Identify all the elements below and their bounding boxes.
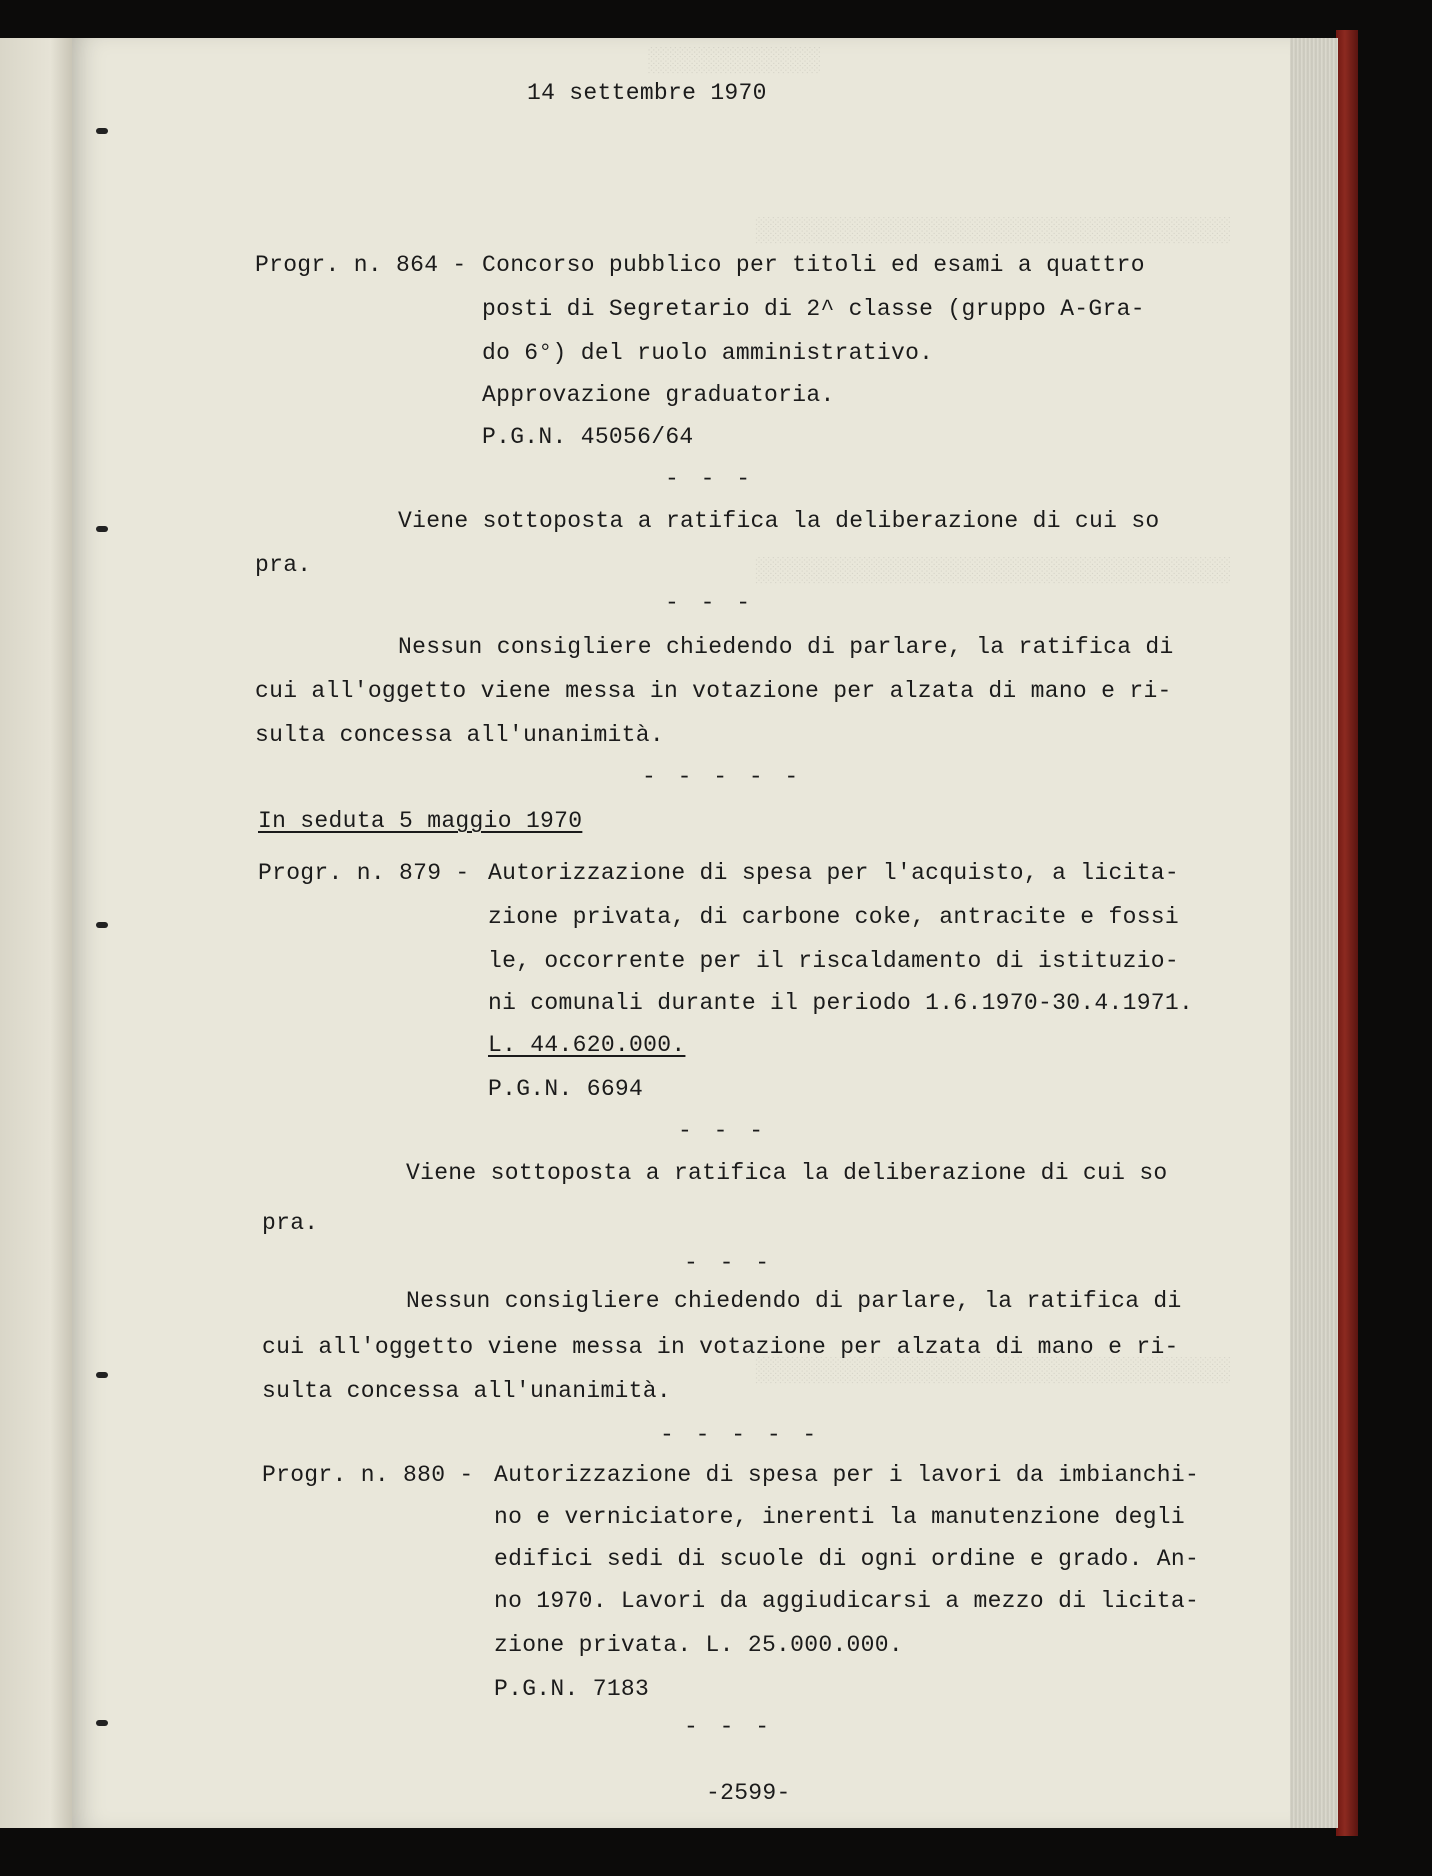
votazione-line: Nessun consigliere chiedendo di parlare, la ratifica di — [406, 1288, 1182, 1314]
item-text-line: P.G.N. 7183 — [494, 1676, 650, 1702]
separator: - - - — [678, 1118, 768, 1144]
book-cover-edge — [1336, 30, 1358, 1836]
seduta-heading: In seduta 5 maggio 1970 — [258, 808, 583, 834]
ratifica-line: pra. — [255, 552, 312, 578]
page-number: -2599- — [706, 1780, 791, 1806]
item-text-line: posti di Segretario di 2^ classe (gruppo A-Gra- — [482, 296, 1145, 322]
item-text-line: Autorizzazione di spesa per i lavori da imbianchi- — [494, 1462, 1200, 1488]
document-page — [72, 38, 1290, 1828]
binding-hole — [96, 1372, 108, 1378]
item-text-line: Autorizzazione di spesa per l'acquisto, a licita- — [488, 860, 1180, 886]
progr-label: Progr. n. 879 - — [258, 860, 470, 886]
item-text-line: zione privata, di carbone coke, antracite e fossi — [488, 904, 1180, 930]
item-text-line: Concorso pubblico per titoli ed esami a quattro — [482, 252, 1145, 278]
amount: L. 44.620.000. — [488, 1032, 686, 1058]
separator: - - - — [665, 590, 755, 616]
item-text-line: P.G.N. 6694 — [488, 1076, 644, 1102]
separator: - - - - - — [642, 764, 803, 790]
item-text-line: Approvazione graduatoria. — [482, 382, 835, 408]
item-text-line: le, occorrente per il riscaldamento di istituzio- — [488, 948, 1180, 974]
binding-hole — [96, 128, 108, 134]
votazione-line: Nessun consigliere chiedendo di parlare, la ratifica di — [398, 634, 1174, 660]
item-text-line: ni comunali durante il periodo 1.6.1970-30.4.1971. — [488, 990, 1194, 1016]
binding-hole — [96, 1720, 108, 1726]
item-text-line: do 6°) del ruolo amministrativo. — [482, 340, 934, 366]
progr-label: Progr. n. 864 - — [255, 252, 467, 278]
ratifica-line: Viene sottoposta a ratifica la deliberazione di cui so — [406, 1160, 1168, 1186]
progr-label: Progr. n. 880 - — [262, 1462, 474, 1488]
page-stack-edges — [1290, 38, 1338, 1828]
votazione-line: cui all'oggetto viene messa in votazione per alzata di mano e ri- — [255, 678, 1172, 704]
votazione-line: sulta concessa all'unanimità. — [262, 1378, 671, 1404]
item-text-line: no e verniciatore, inerenti la manutenzione degli — [494, 1504, 1186, 1530]
votazione-line: sulta concessa all'unanimità. — [255, 722, 664, 748]
item-text-line: zione privata. L. 25.000.000. — [494, 1632, 903, 1658]
separator: - - - - - — [660, 1422, 821, 1448]
date-header: 14 settembre 1970 — [527, 80, 767, 106]
separator: - - - — [684, 1714, 774, 1740]
votazione-line: cui all'oggetto viene messa in votazione per alzata di mano e ri- — [262, 1334, 1179, 1360]
binding-hole — [96, 922, 108, 928]
ratifica-line: Viene sottoposta a ratifica la deliberazione di cui so — [398, 508, 1160, 534]
item-text-line: P.G.N. 45056/64 — [482, 424, 694, 450]
separator: - - - — [684, 1250, 774, 1276]
binding-hole — [96, 526, 108, 532]
ratifica-line: pra. — [262, 1210, 319, 1236]
separator: - - - — [665, 466, 755, 492]
left-page-edge — [0, 38, 74, 1828]
item-text-line: no 1970. Lavori da aggiudicarsi a mezzo di licita- — [494, 1588, 1200, 1614]
item-text-line: edifici sedi di scuole di ogni ordine e grado. An- — [494, 1546, 1200, 1572]
bleed-through-texture: ░░░░░░░░░░░░ ░░░░░░░░░░░░░░░░░░░░░░░░░░░░░░░░░ ░░░░░░░░░░░░░░░░░░░░░░░░░░░░░░░░░ ░░░░░░░░░░░░░░░░░░░░░░░░░░░░░░░░░ — [647, 48, 1230, 1385]
